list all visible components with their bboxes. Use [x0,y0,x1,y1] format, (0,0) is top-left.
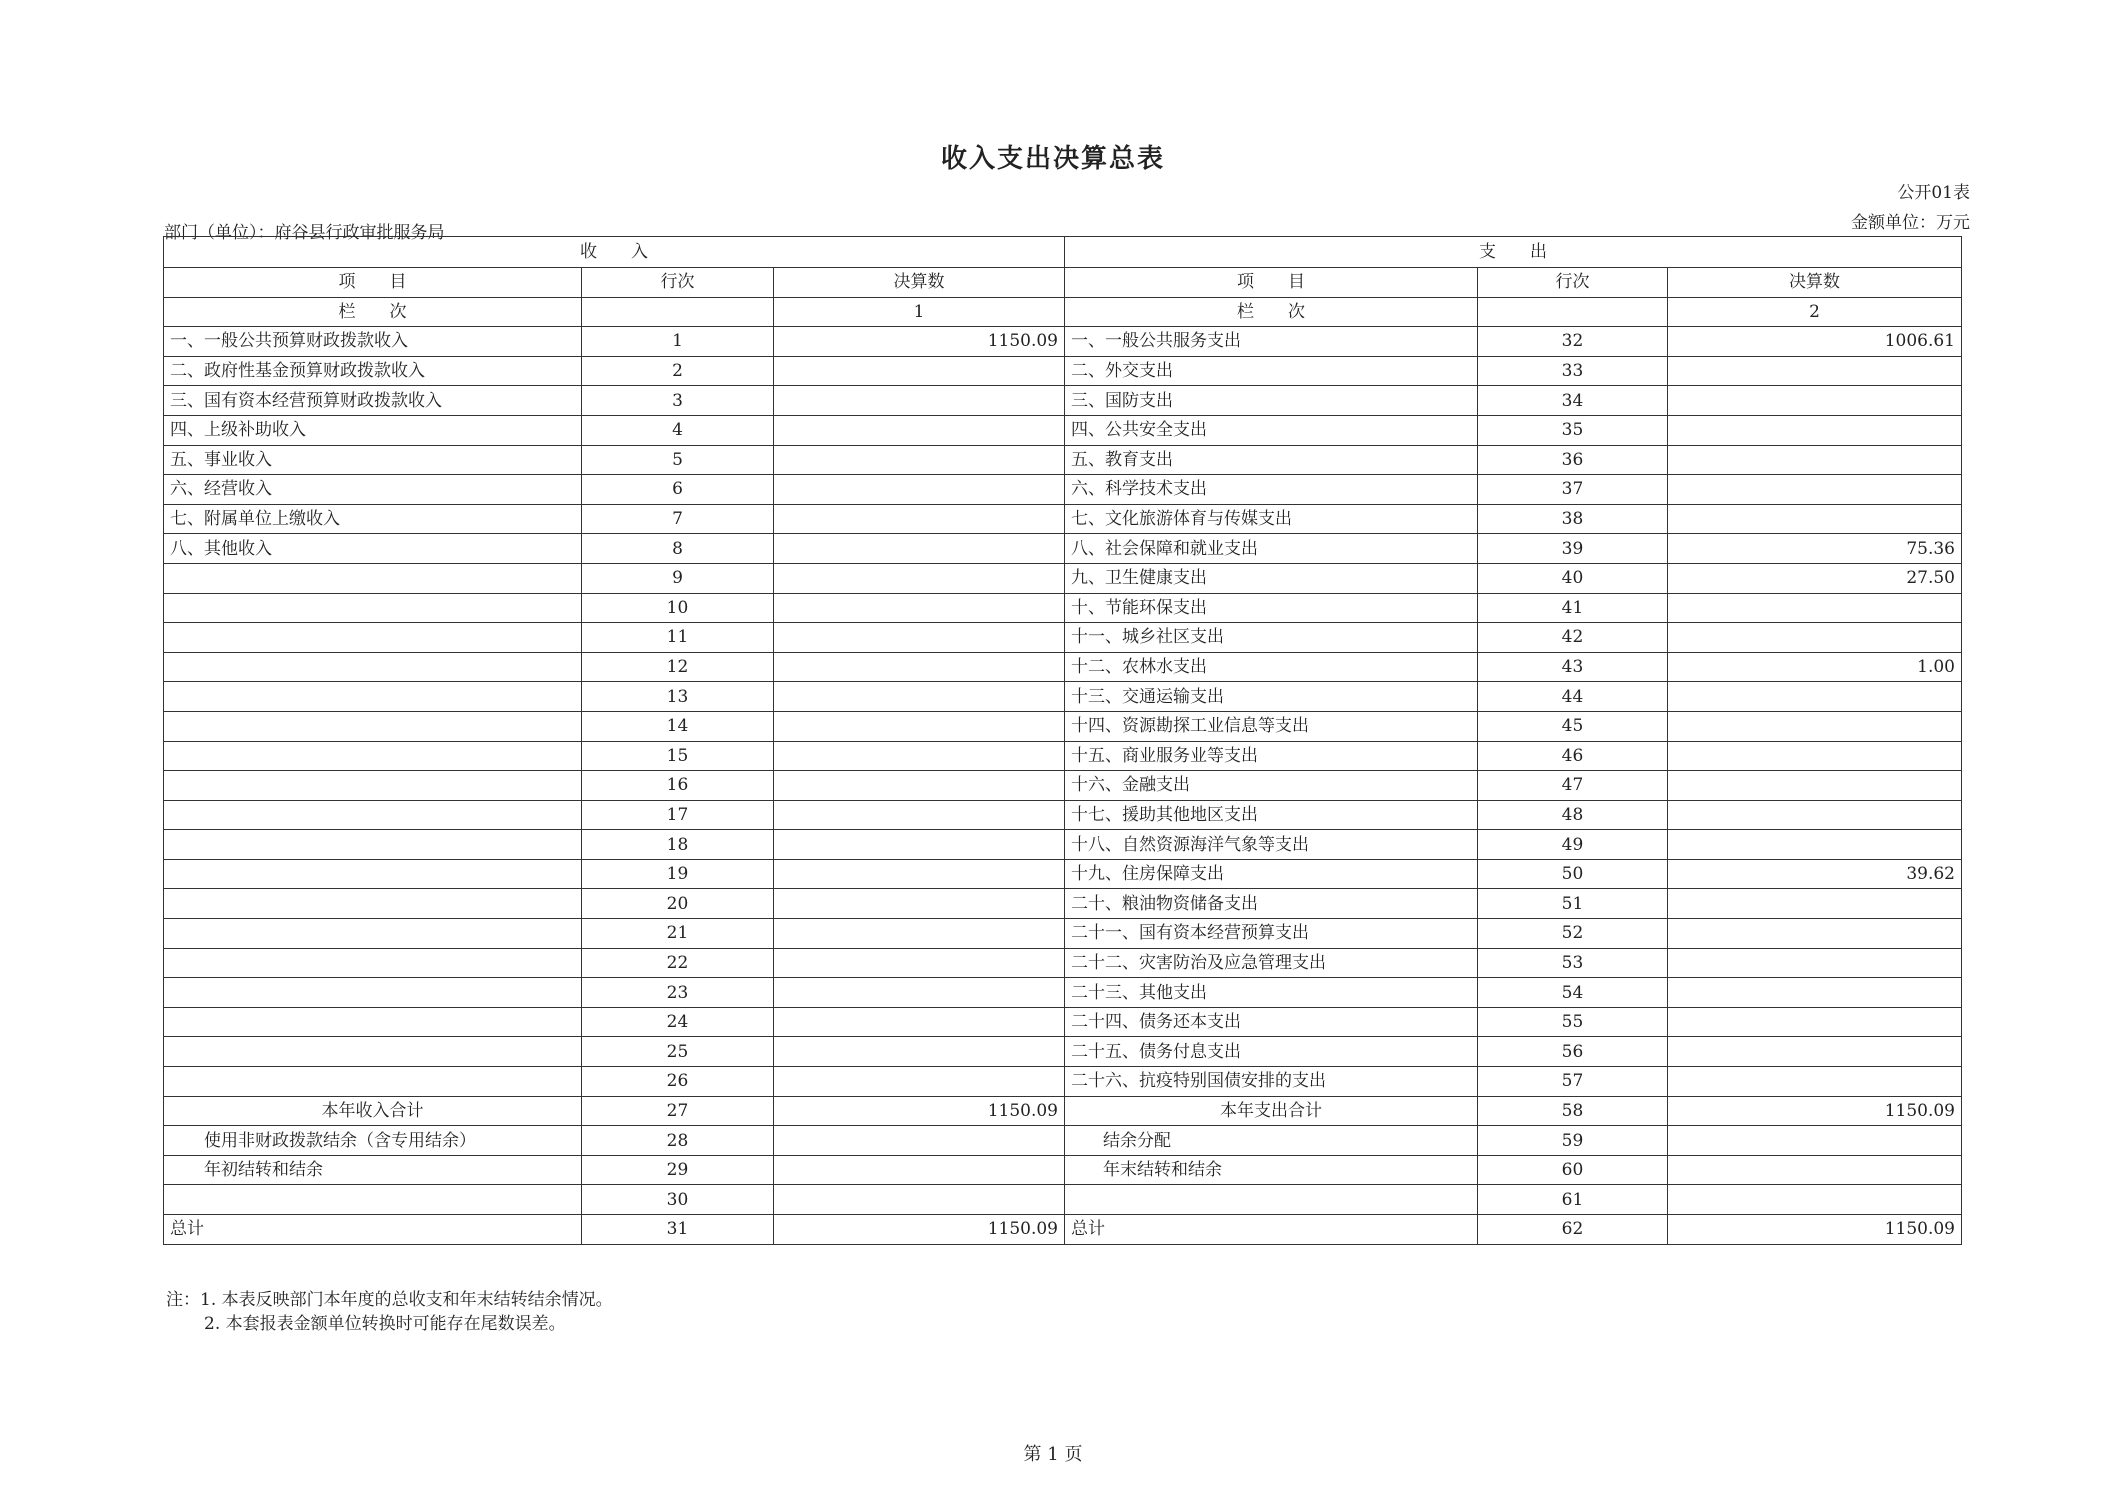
table-row [164,771,1962,801]
income-amount [774,386,1065,416]
expense-amount [1668,386,1962,416]
income-item [164,919,582,949]
income-row-no: 6 [582,475,774,505]
empty-cell [1065,1185,1478,1215]
expense-row-no: 39 [1478,534,1668,564]
income-item [164,652,582,682]
expense-row-no: 32 [1478,327,1668,357]
table-row [164,978,1962,1008]
income-item [164,948,582,978]
income-row-no: 25 [582,1037,774,1067]
expense-row-no: 37 [1478,475,1668,505]
table-row [164,563,1962,593]
income-item: 七、附属单位上缴收入 [164,504,582,534]
table-row [164,711,1962,741]
income-row-no: 22 [582,948,774,978]
income-row-no: 8 [582,534,774,564]
income-amount: 1150.09 [774,327,1065,357]
table-row [164,623,1962,653]
income-item: 八、其他收入 [164,534,582,564]
expense-section-header: 支 出 [1065,237,1962,268]
income-amount [774,682,1065,712]
income-item [164,682,582,712]
table-row [164,682,1962,712]
expense-row-no: 55 [1478,1007,1668,1037]
income-amount [774,741,1065,771]
expense-row-no: 40 [1478,563,1668,593]
income-amount [774,445,1065,475]
expense-item: 十八、自然资源海洋气象等支出 [1065,830,1478,860]
expense-item: 二十一、国有资本经营预算支出 [1065,919,1478,949]
income-amount [774,978,1065,1008]
table-row [164,1007,1962,1037]
income-amount [774,1007,1065,1037]
expense-row-no: 53 [1478,948,1668,978]
expense-row-no: 43 [1478,652,1668,682]
table-row [164,356,1962,386]
income-item [164,800,582,830]
expense-item: 十四、资源勘探工业信息等支出 [1065,711,1478,741]
department-label: 部门（单位）：府谷县行政审批服务局 [164,223,445,243]
income-row-no-header: 行次 [582,268,774,298]
expense-item-header: 项 目 [1065,268,1478,298]
expense-item: 二十四、债务还本支出 [1065,1007,1478,1037]
income-item: 五、事业收入 [164,445,582,475]
expense-row-no-header: 行次 [1478,268,1668,298]
expense-amount [1668,504,1962,534]
expense-amount: 39.62 [1668,859,1962,889]
empty-cell [1668,1155,1962,1185]
expense-item: 十六、金融支出 [1065,771,1478,801]
income-item: 四、上级补助收入 [164,415,582,445]
income-item [164,593,582,623]
expense-row-no: 33 [1478,356,1668,386]
income-blank-row-no: 30 [582,1185,774,1215]
form-code: 公开01表 [1897,183,1970,203]
expense-item: 十五、商业服务业等支出 [1065,741,1478,771]
expense-grand-total-label: 总计 [1065,1215,1478,1245]
expense-item: 二十六、抗疫特别国债安排的支出 [1065,1067,1478,1097]
expense-row-no: 45 [1478,711,1668,741]
table-row [164,1126,1962,1156]
expense-amount: 1.00 [1668,652,1962,682]
income-amount [774,830,1065,860]
expense-surplus-dist-label: 结余分配 [1065,1126,1478,1156]
table-row [164,919,1962,949]
income-row-no: 14 [582,711,774,741]
table-row [164,652,1962,682]
income-year-total-amount: 1150.09 [774,1096,1065,1126]
income-year-total-label: 本年收入合计 [164,1096,582,1126]
grand-total-row [164,1215,1962,1245]
note-2: 2. 本套报表金额单位转换时可能存在尾数误差。 [204,1314,566,1334]
income-amount [774,504,1065,534]
income-amount [774,1037,1065,1067]
income-item [164,859,582,889]
income-amount [774,948,1065,978]
expense-row-no: 36 [1478,445,1668,475]
income-row-no: 11 [582,623,774,653]
empty-cell [774,1155,1065,1185]
expense-row-no: 47 [1478,771,1668,801]
empty-cell [1668,1126,1962,1156]
expense-amount: 1006.61 [1668,327,1962,357]
expense-row-no: 56 [1478,1037,1668,1067]
income-item [164,741,582,771]
table-row [164,830,1962,860]
page-title: 收入支出决算总表 [940,144,1165,174]
expense-row-no: 42 [1478,623,1668,653]
table-row [164,534,1962,564]
expense-row-no: 51 [1478,889,1668,919]
expense-row-no: 49 [1478,830,1668,860]
empty-cell [774,1185,1065,1215]
expense-row-no: 34 [1478,386,1668,416]
table-row [164,593,1962,623]
income-row-no: 26 [582,1067,774,1097]
expense-item: 二十二、灾害防治及应急管理支出 [1065,948,1478,978]
table-row [164,327,1962,357]
expense-item: 四、公共安全支出 [1065,415,1478,445]
income-amount [774,593,1065,623]
table-row [164,1155,1962,1185]
table-row [164,504,1962,534]
expense-amount [1668,356,1962,386]
expense-amount [1668,415,1962,445]
expense-amount [1668,741,1962,771]
income-item [164,1007,582,1037]
table-row [164,475,1962,505]
income-amount [774,623,1065,653]
income-amount [774,475,1065,505]
empty-cell [582,297,774,327]
income-item [164,711,582,741]
year-total-row [164,1096,1962,1126]
expense-item: 七、文化旅游体育与传媒支出 [1065,504,1478,534]
expense-grand-total-no: 62 [1478,1215,1668,1245]
income-grand-total-no: 31 [582,1215,774,1245]
expense-grand-total-amount: 1150.09 [1668,1215,1962,1245]
expense-year-total-no: 58 [1478,1096,1668,1126]
table-row [164,1185,1962,1215]
table-row [164,889,1962,919]
income-item [164,978,582,1008]
expense-item: 十二、农林水支出 [1065,652,1478,682]
income-row-no: 2 [582,356,774,386]
empty-cell [774,1126,1065,1156]
expense-column-label: 栏 次 [1065,297,1478,327]
expense-amount [1668,593,1962,623]
income-amount [774,415,1065,445]
expense-year-total-amount: 1150.09 [1668,1096,1962,1126]
income-item [164,623,582,653]
income-begin-balance-label: 年初结转和结余 [164,1155,582,1185]
income-row-no: 18 [582,830,774,860]
income-row-no: 15 [582,741,774,771]
income-grand-total-amount: 1150.09 [774,1215,1065,1245]
income-expense-table [163,236,1962,1245]
expense-amount [1668,1037,1962,1067]
income-amount [774,919,1065,949]
income-row-no: 21 [582,919,774,949]
income-row-no: 23 [582,978,774,1008]
table-row [164,948,1962,978]
section-header-row [164,237,1962,268]
income-column-label: 栏 次 [164,297,582,327]
expense-item: 二、外交支出 [1065,356,1478,386]
expense-amount [1668,919,1962,949]
expense-row-no: 38 [1478,504,1668,534]
income-row-no: 7 [582,504,774,534]
expense-amount [1668,948,1962,978]
expense-year-total-label: 本年支出合计 [1065,1096,1478,1126]
expense-amount [1668,1007,1962,1037]
expense-row-no: 52 [1478,919,1668,949]
note-1: 注：1. 本表反映部门本年度的总收支和年末结转结余情况。 [166,1290,613,1310]
expense-item: 十九、住房保障支出 [1065,859,1478,889]
expense-item: 八、社会保障和就业支出 [1065,534,1478,564]
expense-amount [1668,771,1962,801]
income-row-no: 24 [582,1007,774,1037]
expense-column-number: 2 [1668,297,1962,327]
expense-amount [1668,978,1962,1008]
income-row-no: 12 [582,652,774,682]
income-item [164,771,582,801]
expense-end-balance-label: 年末结转和结余 [1065,1155,1478,1185]
expense-item: 六、科学技术支出 [1065,475,1478,505]
empty-cell [164,1185,582,1215]
expense-item: 三、国防支出 [1065,386,1478,416]
table-row [164,859,1962,889]
income-item [164,830,582,860]
income-row-no: 10 [582,593,774,623]
expense-item: 十七、援助其他地区支出 [1065,800,1478,830]
amount-unit: 金额单位：万元 [1851,213,1970,233]
income-amount [774,652,1065,682]
expense-item: 十、节能环保支出 [1065,593,1478,623]
notes [166,1288,613,1336]
table-row [164,1037,1962,1067]
expense-amount [1668,623,1962,653]
income-nonfiscal-no: 28 [582,1126,774,1156]
expense-amount: 27.50 [1668,563,1962,593]
income-row-no: 3 [582,386,774,416]
income-amount [774,800,1065,830]
expense-amount: 75.36 [1668,534,1962,564]
income-amount [774,859,1065,889]
income-amount [774,1067,1065,1097]
expense-row-no: 35 [1478,415,1668,445]
income-amount [774,711,1065,741]
income-item: 二、政府性基金预算财政拨款收入 [164,356,582,386]
expense-amount [1668,445,1962,475]
column-header-row [164,268,1962,298]
expense-amount [1668,1067,1962,1097]
income-row-no: 17 [582,800,774,830]
table-row [164,741,1962,771]
expense-row-no: 44 [1478,682,1668,712]
expense-row-no: 46 [1478,741,1668,771]
expense-amount [1668,682,1962,712]
income-row-no: 16 [582,771,774,801]
expense-amount [1668,711,1962,741]
expense-amount [1668,800,1962,830]
expense-item: 九、卫生健康支出 [1065,563,1478,593]
expense-item: 一、一般公共服务支出 [1065,327,1478,357]
expense-amount-header: 决算数 [1668,268,1962,298]
expense-end-balance-no: 60 [1478,1155,1668,1185]
expense-surplus-dist-no: 59 [1478,1126,1668,1156]
income-row-no: 1 [582,327,774,357]
income-row-no: 13 [582,682,774,712]
expense-row-no: 41 [1478,593,1668,623]
income-amount [774,356,1065,386]
expense-amount [1668,475,1962,505]
empty-cell [1668,1185,1962,1215]
expense-item: 二十、粮油物资储备支出 [1065,889,1478,919]
expense-row-no: 48 [1478,800,1668,830]
income-year-total-no: 27 [582,1096,774,1126]
expense-row-no: 54 [1478,978,1668,1008]
income-item-header: 项 目 [164,268,582,298]
expense-item: 二十三、其他支出 [1065,978,1478,1008]
income-column-number: 1 [774,297,1065,327]
expense-item: 十三、交通运输支出 [1065,682,1478,712]
page-number: 第 1 页 [1023,1444,1083,1465]
column-number-row [164,297,1962,327]
empty-cell [1478,297,1668,327]
expense-item: 十一、城乡社区支出 [1065,623,1478,653]
expense-item: 五、教育支出 [1065,445,1478,475]
income-row-no: 20 [582,889,774,919]
expense-amount [1668,889,1962,919]
income-item: 六、经营收入 [164,475,582,505]
expense-item: 二十五、债务付息支出 [1065,1037,1478,1067]
income-amount-header: 决算数 [774,268,1065,298]
income-row-no: 9 [582,563,774,593]
income-item [164,1067,582,1097]
table-row [164,386,1962,416]
income-row-no: 4 [582,415,774,445]
expense-row-no: 57 [1478,1067,1668,1097]
table-row [164,445,1962,475]
table-row [164,1067,1962,1097]
expense-blank-row-no: 61 [1478,1185,1668,1215]
income-item [164,1037,582,1067]
table-row [164,415,1962,445]
income-row-no: 19 [582,859,774,889]
income-begin-balance-no: 29 [582,1155,774,1185]
expense-amount [1668,830,1962,860]
income-amount [774,563,1065,593]
table-row [164,800,1962,830]
income-amount [774,771,1065,801]
income-amount [774,889,1065,919]
income-row-no: 5 [582,445,774,475]
income-item: 一、一般公共预算财政拨款收入 [164,327,582,357]
income-item [164,889,582,919]
income-item: 三、国有资本经营预算财政拨款收入 [164,386,582,416]
income-item [164,563,582,593]
income-section-header: 收 入 [164,237,1065,268]
income-amount [774,534,1065,564]
income-nonfiscal-label: 使用非财政拨款结余（含专用结余） [164,1126,582,1156]
income-grand-total-label: 总计 [164,1215,582,1245]
expense-row-no: 50 [1478,859,1668,889]
